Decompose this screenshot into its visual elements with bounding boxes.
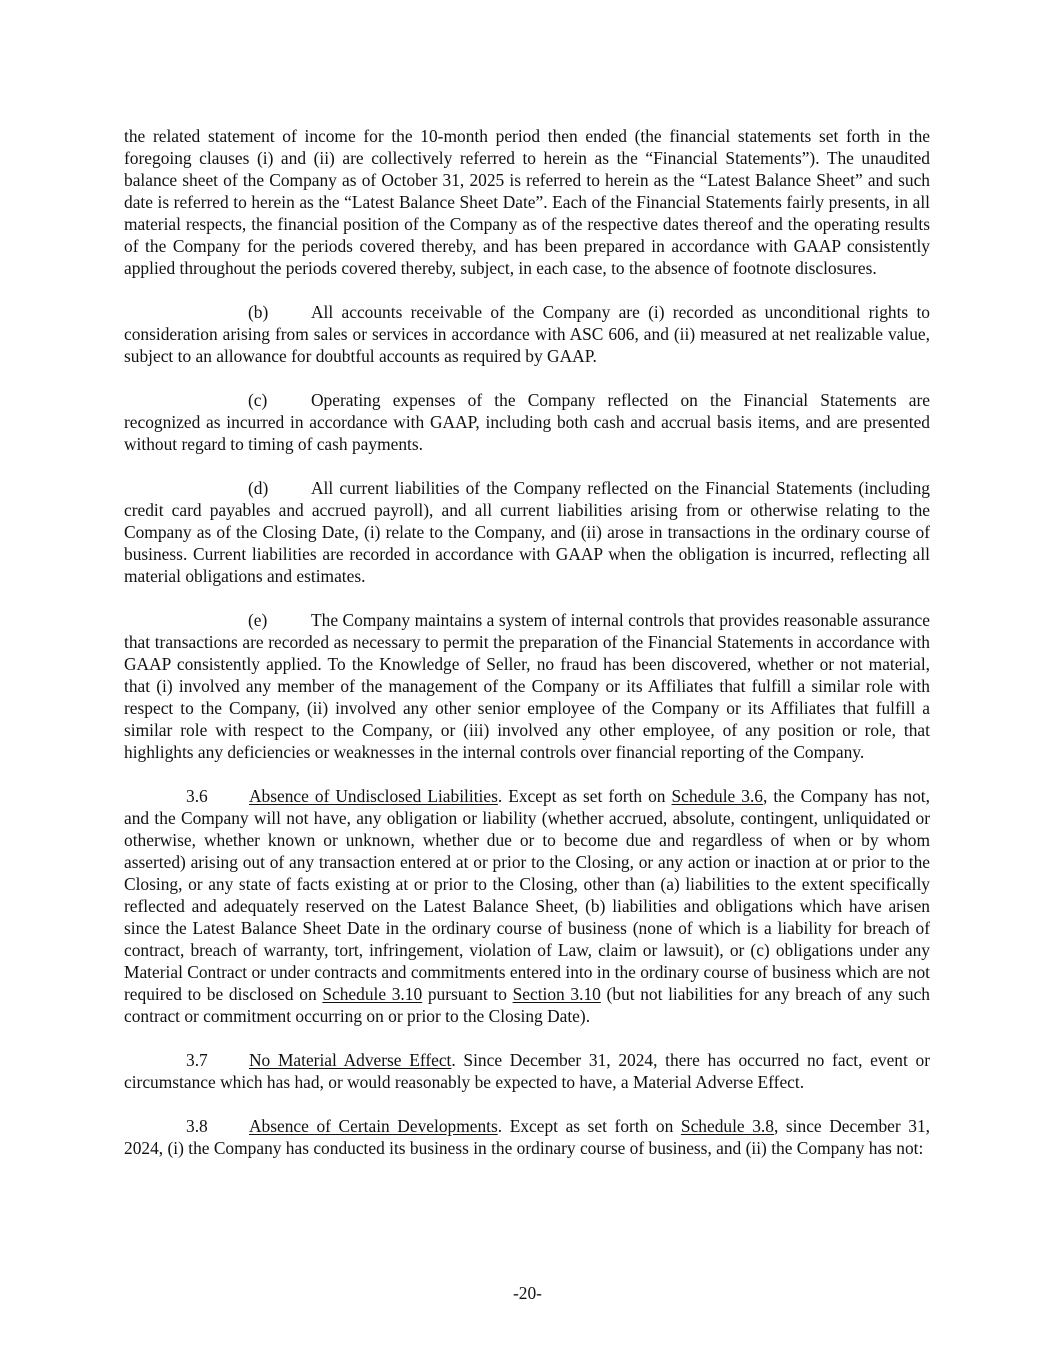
section-3-8 <box>124 1115 930 1159</box>
subclause-label: (b) <box>248 302 269 322</box>
subclause-e <box>124 609 930 763</box>
section-number: 3.8 <box>186 1116 208 1136</box>
section-text: . Except as set forth on <box>497 1116 681 1136</box>
subclause-label: (c) <box>248 390 268 410</box>
section-text: (but not liabilities for any breach of any such contract or commitment occurring on or prior to the Closing Date). <box>124 984 930 1026</box>
subclause-b <box>124 301 930 367</box>
subclause-text: Operating expenses of the Company reflected on the Financial Statements are recognized as incurred in accordance with GAAP, including both cash and accrual basis items, and are presented without regard to timing of cash payments. <box>124 390 930 454</box>
section-number: 3.6 <box>186 786 208 806</box>
subclause-c <box>124 389 930 455</box>
schedule-reference: Schedule 3.10 <box>322 984 423 1004</box>
section-text: pursuant to <box>422 984 513 1004</box>
subclause-label: (e) <box>248 610 268 630</box>
subclause-text: All accounts receivable of the Company are (i) recorded as unconditional rights to consideration arising from sales or services in accordance with ASC 606, and (ii) measured at net realizable value, subject to an allowance for doubtful accounts as required by GAAP. <box>124 302 930 366</box>
intro-paragraph: the related statement of income for the 10-month period then ended (the financial statements set forth in the foregoing clauses (i) and (ii) are collectively referred to herein as the “Financial Statements”). The unaudited balance sheet of the Company as of October 31, 2025 is referred to herein as the “Latest Balance Sheet” and such date is referred to herein as the “Latest Balance Sheet Date”. Each of the Financial Statements fairly presents, in all material respects, the financial position of the Company as of the respective dates thereof and the operating results of the Company for the periods covered thereby, and has been prepared in accordance with GAAP consistently applied throughout the periods covered thereby, subject, in each case, to the absence of footnote disclosures. <box>124 126 930 278</box>
page-number: -20- <box>513 1283 542 1303</box>
subclause-text: All current liabilities of the Company reflected on the Financial Statements (including credit card payables and accrued payroll), and all current liabilities arising from or otherwise relating to the Company as of the Closing Date, (i) relate to the Company, and (ii) arose in transactions in the ordinary course of business. Current liabilities are recorded in accordance with GAAP when the obligation is incurred, reflecting all material obligations and estimates. <box>124 478 930 586</box>
section-3-6 <box>124 785 930 1027</box>
section-reference: Section 3.10 <box>512 984 601 1004</box>
section-3-7 <box>124 1049 930 1093</box>
schedule-reference: Schedule 3.8 <box>680 1116 774 1136</box>
section-heading: No Material Adverse Effect <box>249 1050 452 1070</box>
section-text: , since December 31, 2024, (i) the Company has conducted its business in the ordinary course of business, and (ii) the Company has not: <box>124 1116 931 1158</box>
section-heading: Absence of Certain Developments <box>249 1116 498 1136</box>
subclause-d <box>124 477 930 587</box>
section-text: . Except as set forth on <box>497 786 672 806</box>
document-page <box>124 125 930 1181</box>
section-text: , the Company has not, and the Company will not have, any obligation or liability (whether accrued, absolute, contingent, unliquidated or otherwise, whether known or unknown, whether due or to become due and regardless of when or by whom asserted) arising out of any transaction entered at or prior to the Closing, or any action or inaction at or prior to the Closing, or any state of facts existing at or prior to the Closing, other than (a) liabilities to the extent specifically reflected and adequately reserved on the Latest Balance Sheet, (b) liabilities and obligations which have arisen since the Latest Balance Sheet Date in the ordinary course of business (none of which is a liability for breach of contract, breach of warranty, tort, infringement, violation of Law, claim or lawsuit), or (c) obligations under any Material Contract or under contracts and commitments entered into in the ordinary course of business which are not required to be disclosed on <box>124 786 931 1004</box>
schedule-reference: Schedule 3.6 <box>671 786 763 806</box>
section-heading: Absence of Undisclosed Liabilities <box>249 786 498 806</box>
subclause-label: (d) <box>248 478 269 498</box>
subclause-text: The Company maintains a system of internal controls that provides reasonable assurance that transactions are recorded as necessary to permit the preparation of the Financial Statements in accordance with GAAP consistently applied. To the Knowledge of Seller, no fraud has been discovered, whether or not material, that (i) involved any member of the management of the Company or its Affiliates that fulfill a similar role with respect to the Company, (ii) involved any other senior employee of the Company or its Affiliates that fulfill a similar role with respect to the Company, or (iii) involved any other employee, of any position or role, that highlights any deficiencies or weaknesses in the internal controls over financial reporting of the Company. <box>124 610 930 762</box>
section-number: 3.7 <box>186 1050 208 1070</box>
section-text: . Since December 31, 2024, there has occurred no fact, event or circumstance which has had, or would reasonably be expected to have, a Material Adverse Effect. <box>124 1050 930 1092</box>
